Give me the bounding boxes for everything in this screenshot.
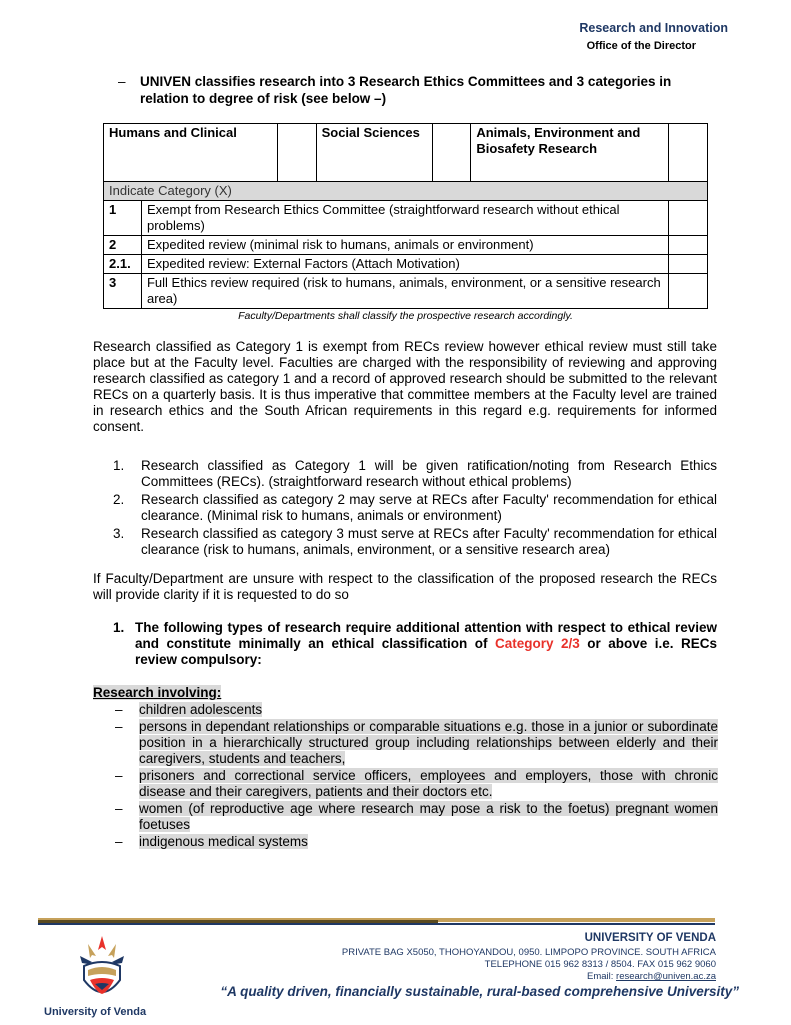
intro-text: UNIVEN classifies research into 3 Research Ethics Committees and 3 categories in relation to degree of risk (see below –) <box>140 74 672 106</box>
list-number: 2. <box>113 492 125 507</box>
item-text-pre: The following types of research require additional attention with respect to ethical review and constitute minimally an ethical classification of <box>135 620 717 651</box>
category-number: 2.1. <box>104 255 142 274</box>
dash-bullet: – <box>115 801 123 816</box>
logo-caption: University of Venda <box>44 1006 147 1018</box>
list-item <box>115 719 718 767</box>
paragraph-category-1: Research classified as Category 1 is exempt from RECs review however ethical review must still take place but at the Faculty level. Faculties are charged with the responsibility of reviewing and approving research classified as category 1 and a record of approved research should be submitted to the relevant RECs on a quarterly basis. It is thus imperative that committee members at the Faculty level are trained in research ethics and the South African requirements in this regard e.g. requirements for informed consent. <box>93 339 717 434</box>
checkbox-cell-social[interactable] <box>433 124 471 182</box>
footer-email-label: Email: <box>587 971 617 982</box>
table-note: Faculty/Departments shall classify the prospective research accordingly. <box>238 310 573 322</box>
category-row <box>104 255 708 274</box>
committee-row <box>104 124 708 182</box>
category-number: 1 <box>104 201 142 236</box>
checkbox-cell-humans[interactable] <box>277 124 316 182</box>
list-item <box>113 458 717 490</box>
list-item <box>113 492 717 524</box>
dash-bullet: – <box>115 702 123 717</box>
category-row <box>104 201 708 236</box>
ethical-classification-item <box>113 620 717 668</box>
category-description: Exempt from Research Ethics Committee (straightforward research without ethical problems) <box>141 201 668 236</box>
footer-university-name: UNIVERSITY OF VENDA <box>584 932 716 944</box>
list-text: Research classified as category 3 must serve at RECs after Faculty' recommendation for ethical clearance (risk to humans, animals, environment, or a sensitive research area) <box>141 526 717 557</box>
list-text: prisoners and correctional service officers, employees and employers, those with chronic disease and their caregivers, patients and their doctors etc. <box>139 768 718 799</box>
footer-email-line <box>587 971 716 982</box>
list-item <box>115 702 718 718</box>
footer-motto: “A quality driven, financially sustainable, rural-based comprehensive University” <box>220 984 739 999</box>
paragraph-unsure: If Faculty/Department are unsure with respect to the classification of the proposed research the RECs will provide clarity if it is requested to do so <box>93 571 717 602</box>
category-table <box>103 123 708 309</box>
category-checkbox-cell[interactable] <box>669 201 708 236</box>
list-number: 1. <box>113 458 125 473</box>
category-row <box>104 236 708 255</box>
item-number: 1. <box>113 620 125 635</box>
category-checkbox-cell[interactable] <box>669 236 708 255</box>
intro-dash: – <box>118 74 126 89</box>
list-item <box>115 834 718 850</box>
research-involving-list <box>115 702 718 851</box>
category-description: Expedited review (minimal risk to humans, animals or environment) <box>141 236 668 255</box>
intro-statement <box>118 73 718 107</box>
category-description: Full Ethics review required (risk to humans, animals, environment, or a sensitive research area) <box>141 274 668 309</box>
list-item <box>113 526 717 558</box>
header-title: Research and Innovation <box>579 21 728 35</box>
list-item <box>115 768 718 800</box>
checkbox-cell-animals[interactable] <box>669 124 708 182</box>
list-text: indigenous medical systems <box>139 834 308 849</box>
numbered-list <box>113 458 717 560</box>
list-text: Research classified as Category 1 will be given ratification/noting from Research Ethics Committees (RECs). (straightforward research without ethical problems) <box>141 458 717 489</box>
indicate-row <box>104 182 708 201</box>
header-subtitle: Office of the Director <box>586 40 696 52</box>
footer-address: PRIVATE BAG X5050, THOHOYANDOU, 0950. LIMPOPO PROVINCE. SOUTH AFRICA <box>341 947 716 958</box>
category-row <box>104 274 708 309</box>
dash-bullet: – <box>115 834 123 849</box>
list-text: Research classified as category 2 may serve at RECs after Faculty' recommendation for ethical clearance. (Minimal risk to humans, animals or environment) <box>141 492 717 523</box>
committee-humans-clinical: Humans and Clinical <box>104 124 278 182</box>
category-description: Expedited review: External Factors (Attach Motivation) <box>141 255 668 274</box>
category-checkbox-cell[interactable] <box>669 274 708 309</box>
category-checkbox-cell[interactable] <box>669 255 708 274</box>
research-involving-heading: Research involving: <box>93 685 222 700</box>
category-highlight: Category 2/3 <box>494 636 580 651</box>
list-text: persons in dependant relationships or comparable situations e.g. those in a junior or subordinate position in a hierarchically structured group including relationships between elderly and their caregivers, students and teachers, <box>139 719 718 766</box>
category-number: 3 <box>104 274 142 309</box>
list-text: children adolescents <box>139 702 263 717</box>
dash-bullet: – <box>115 768 123 783</box>
list-text: women (of reproductive age where research may pose a risk to the foetus) pregnant women foetuses <box>139 801 718 832</box>
item-text-post: or above i.e. RECs review compulsory: <box>135 636 717 667</box>
list-number: 3. <box>113 526 125 541</box>
indicate-category-label: Indicate Category (X) <box>104 182 708 201</box>
committee-animals-environment: Animals, Environment and Biosafety Research <box>471 124 669 182</box>
footer-email-link[interactable]: research@univen.ac.za <box>616 971 716 982</box>
dash-bullet: – <box>115 719 123 734</box>
category-number: 2 <box>104 236 142 255</box>
list-item <box>115 801 718 833</box>
footer-phone: TELEPHONE 015 962 8313 / 8504. FAX 015 962 9060 <box>484 959 716 970</box>
committee-social-sciences: Social Sciences <box>316 124 433 182</box>
footer-rule-navy <box>38 923 715 925</box>
